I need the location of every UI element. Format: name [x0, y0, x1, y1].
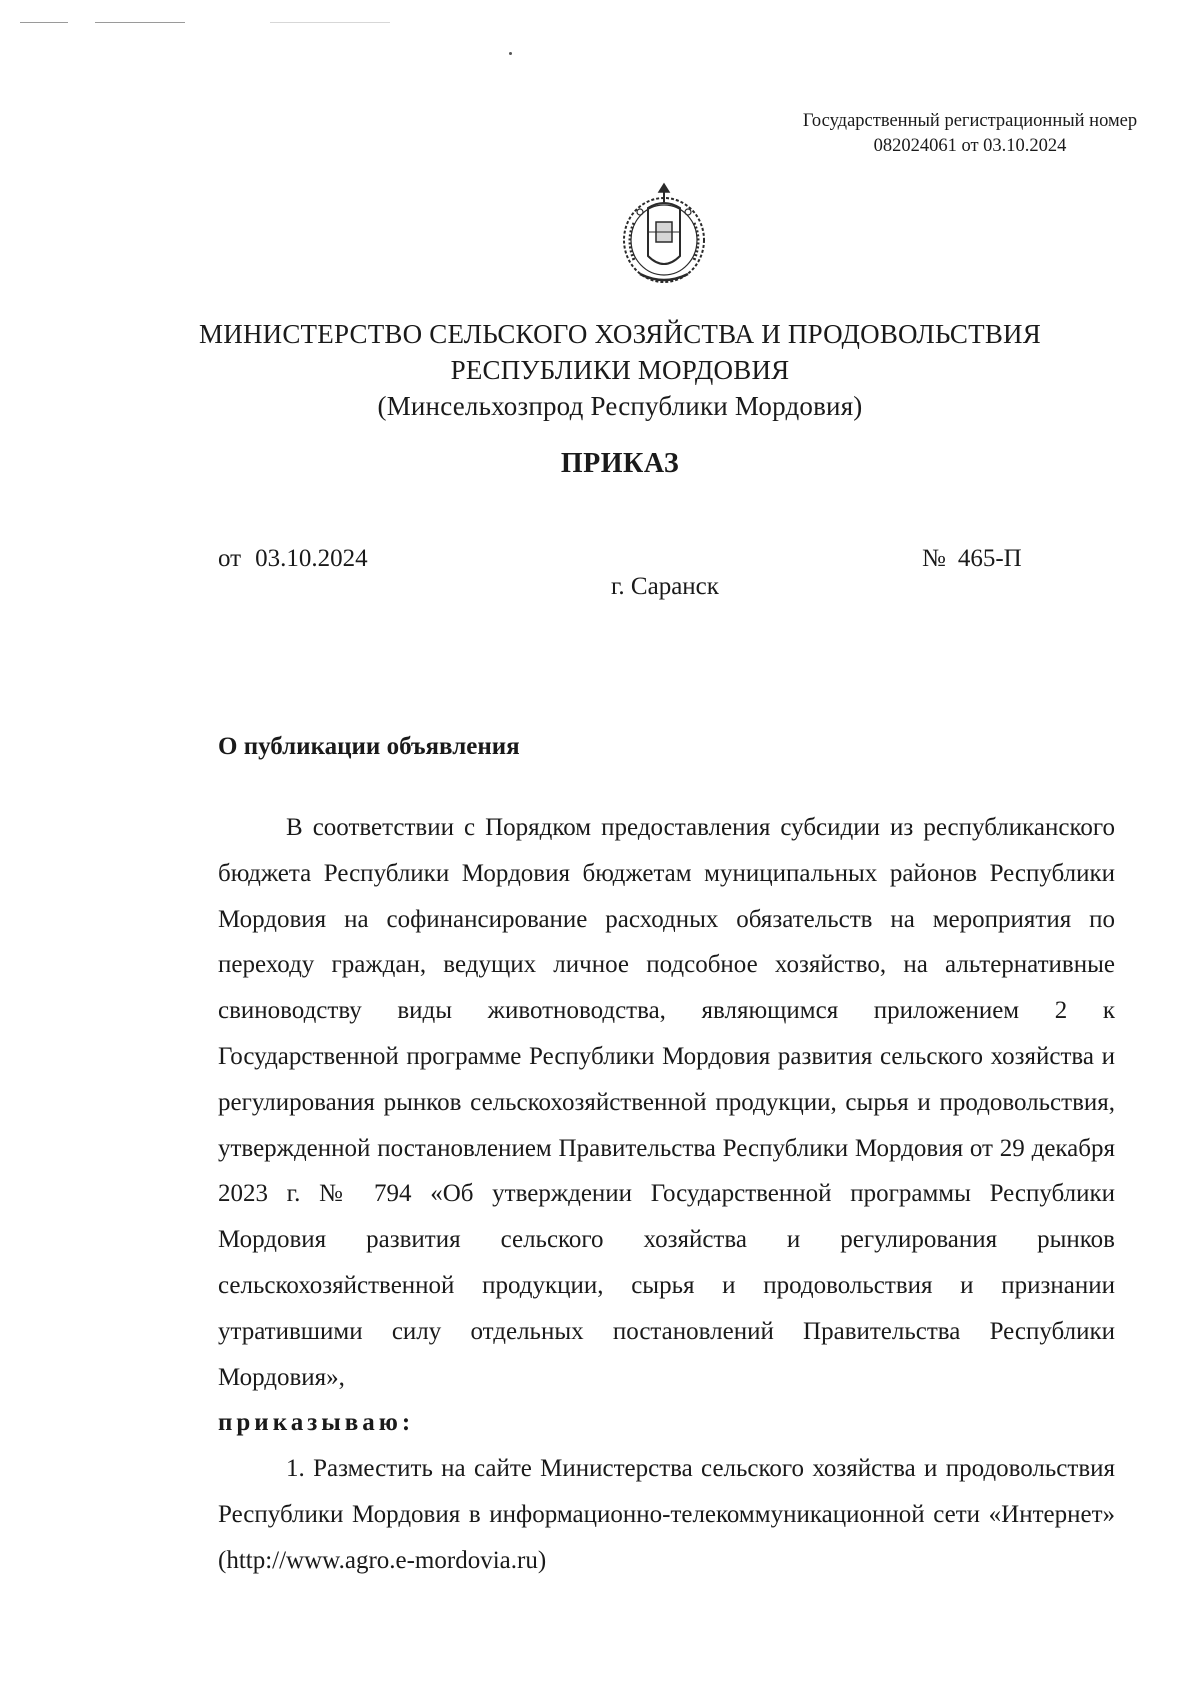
ministry-name-line1: МИНИСТЕРСТВО СЕЛЬСКОГО ХОЗЯЙСТВА И ПРОДОВОЛЬСТВИЯ [199, 319, 1041, 349]
registration-number: 082024061 от 03.10.2024 [873, 136, 1067, 156]
scan-artifact-dot [509, 52, 512, 55]
number-prefix: № [922, 545, 946, 572]
preamble-paragraph [218, 805, 1115, 1446]
scan-artifact-line [95, 22, 185, 23]
registration-label: Государственный регистрационный номер [802, 111, 1138, 131]
scan-artifact-line [270, 22, 390, 23]
document-subject: О публикации объявления [218, 733, 520, 760]
date-prefix: от [218, 545, 242, 572]
document-type-title: ПРИКАЗ [560, 448, 680, 479]
order-word: приказываю: [218, 1409, 415, 1437]
ministry-name-line2: РЕСПУБЛИКИ МОРДОВИЯ [450, 355, 790, 385]
preamble-text: В соответствии с Порядком предоставления субсидии из республиканского бюджета Республики Мордовия бюджетам муниципальных районов Республики Мордовия на софинансирование расходных обязательств на мероприятия по переходу граждан, ведущих личное подсобное хозяйство, на альтернативные свиноводству виды животноводства, являющимся приложением 2 к Государственной программе Республики Мордовия развития сельского хозяйства и регулирования рынков сельскохозяйственной продукции, сырья и продовольствия, утвержденной постановлением Правительства Республики Мордовия от 29 декабря 2023 г. № 794 «Об утверждении Государственной программы Республики Мордовия развития сельского хозяйства и регулирования рынков сельскохозяйственной продукции, сырья и продовольствия и признании утратившими силу отдельных постановлений Правительства Республики Мордовия», [218, 814, 1115, 1391]
item-1-paragraph: 1. Разместить на сайте Министерства сельского хозяйства и продовольствия Республики Мордовия в информационно-телекоммуникационной сети «Интернет» (http://www.agro.e-mordovia.ru) [218, 1455, 1115, 1574]
ministry-short-name: (Минсельхозпрод Республики Мордовия) [377, 391, 863, 421]
ministry-header [180, 316, 1060, 424]
mordovia-coat-of-arms-icon [614, 178, 714, 293]
registration-block [760, 109, 1180, 159]
document-city: г. Саранск [611, 573, 719, 600]
document-date: 03.10.2024 [255, 545, 368, 572]
document-number-line [922, 545, 1022, 573]
scan-artifact-line [20, 22, 68, 23]
document-date-line [218, 545, 368, 573]
document-body [218, 805, 1115, 1584]
document-number: 465-П [957, 545, 1022, 572]
